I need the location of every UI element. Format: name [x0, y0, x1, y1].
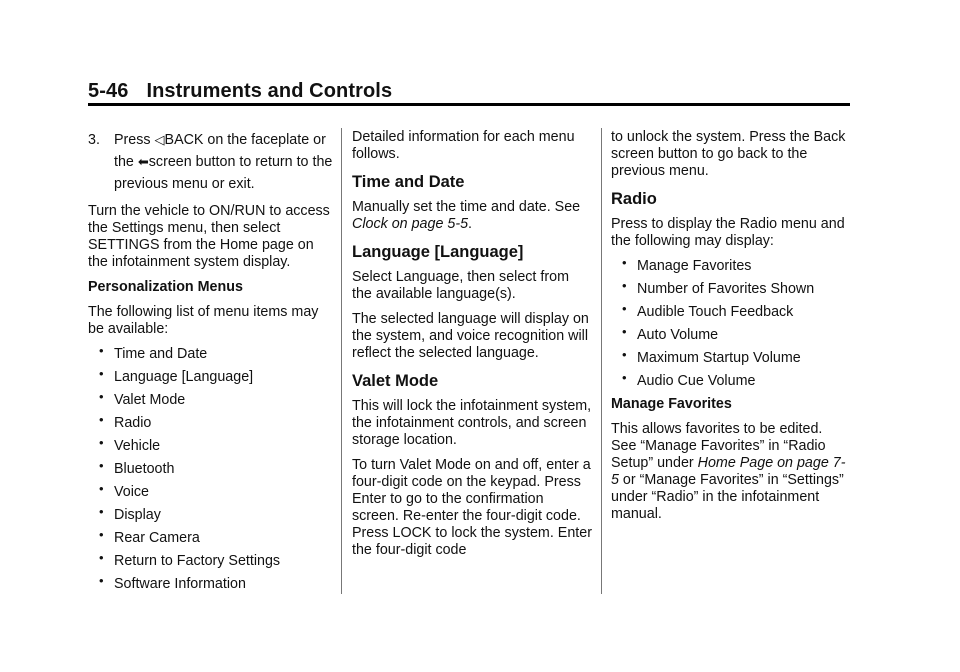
list-item: • Software Information [88, 576, 334, 593]
list-item: • Time and Date [88, 346, 334, 363]
manage-favorites-text [611, 421, 851, 523]
list-item: • Bluetooth [88, 461, 334, 478]
list-item: • Audible Touch Feedback [611, 304, 851, 321]
column-3 [611, 129, 851, 531]
list-item: • Language [Language] [88, 369, 334, 386]
column-divider-2 [601, 128, 602, 594]
step-3 [88, 129, 334, 195]
manage-favorites-body: This allows favorites to be edited. See “Manage Favorites” in “Radio Setup” under [611, 421, 826, 471]
page-header [88, 80, 392, 103]
list-item: • Vehicle [88, 438, 334, 455]
manage-favorites-end: or “Manage Favorites” in “Settings” under “Radio” in the infotainment manual. [611, 472, 844, 522]
valet-text-2: To turn Valet Mode on and off, enter a four-digit code on the keypad. Press Enter to go to the confirmation screen. Re-enter the four-digit code. Press LOCK to lock the system. Enter the four-digit code [352, 457, 592, 558]
list-item: • Rear Camera [88, 530, 334, 547]
list-item: • Audio Cue Volume [611, 373, 851, 390]
radio-intro: Press to display the Radio menu and the following may display: [611, 216, 845, 249]
list-item: • Valet Mode [88, 392, 334, 409]
list-item: • Maximum Startup Volume [611, 350, 851, 367]
radio-list [611, 258, 851, 390]
step-text-2: BACK on the faceplate or the [114, 132, 326, 170]
list-item: • Return to Factory Settings [88, 553, 334, 570]
back-arrow-icon: ⬅ [137, 154, 149, 169]
list-intro: The following list of menu items may be available: [88, 304, 319, 337]
valet-text-1: This will lock the infotainment system, the infotainment controls, and screen storage location. [352, 398, 592, 448]
time-date-end: . [468, 216, 473, 232]
settings-intro: Turn the vehicle to ON/RUN to access the Settings menu, then select SETTINGS from the Home page on the infotainment system display. [88, 203, 330, 270]
list-item: • Number of Favorites Shown [611, 281, 851, 298]
column-2 [352, 129, 592, 567]
section-title: Instruments and Controls [146, 80, 393, 102]
list-item: • Display [88, 507, 334, 524]
time-date-text [352, 199, 592, 233]
column-divider-1 [341, 128, 342, 594]
list-item: • Radio [88, 415, 334, 432]
clock-reference-link[interactable]: Clock on page 5-5 [352, 216, 469, 232]
step-text-1: Press [114, 132, 155, 148]
list-item: • Manage Favorites [611, 258, 851, 275]
step-text-3: screen button to return to the previous menu or exit. [114, 154, 333, 192]
home-page-reference-link[interactable]: Home Page on page 7-5 [611, 455, 846, 488]
radio-heading: Radio [611, 190, 657, 208]
time-date-heading: Time and Date [352, 173, 465, 191]
language-heading: Language [Language] [352, 243, 524, 261]
valet-text-continued: to unlock the system. Press the Back screen button to go back to the previous menu. [611, 129, 846, 179]
details-intro: Detailed information for each menu follows. [352, 129, 575, 162]
language-text-2: The selected language will display on the system, and voice recognition will reflect the selected language. [352, 311, 589, 361]
column-1 [88, 129, 334, 599]
header-rule [88, 103, 850, 106]
back-triangle-icon: ◁ [154, 132, 165, 147]
valet-heading: Valet Mode [352, 372, 439, 390]
list-item: • Auto Volume [611, 327, 851, 344]
menu-list [88, 346, 334, 593]
manage-favorites-heading: Manage Favorites [611, 396, 732, 412]
list-item: • Voice [88, 484, 334, 501]
time-date-body: Manually set the time and date. See [352, 199, 581, 215]
page-number: 5-46 [88, 80, 129, 102]
step-number: 3. [88, 132, 100, 148]
personalization-heading: Personalization Menus [88, 279, 243, 295]
language-text-1: Select Language, then select from the available language(s). [352, 269, 569, 302]
